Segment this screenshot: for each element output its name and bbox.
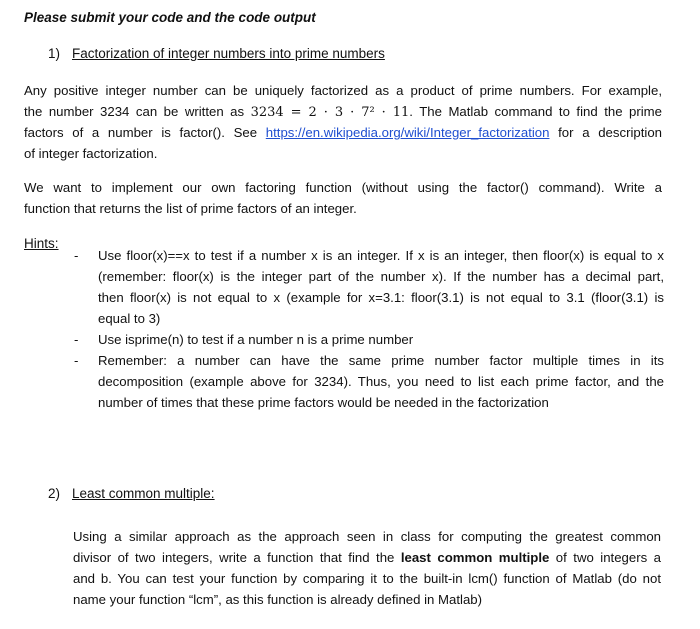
section-2-title: Least common multiple: (72, 486, 215, 501)
bullet-dash: - (74, 248, 79, 263)
section-2-number: 2) (48, 486, 61, 501)
paragraph-line: Using a similar approach as the approach seen in class for computing the greatest common (73, 529, 661, 544)
text-segment: . The Matlab command to find the prime (409, 104, 663, 119)
bullet-dash: - (74, 332, 79, 347)
factorization-intro-paragraph (24, 80, 662, 164)
hint-item (70, 329, 664, 350)
paragraph-line: and b. You can test your function by comparing it to the built-in lcm() function of Matlab (do not (73, 571, 661, 586)
hint-line: decomposition (example above for 3234). Thus, you need to list each prime factor, and the (98, 374, 664, 389)
section-1-title: Factorization of integer numbers into prime numbers (72, 46, 385, 61)
hint-line: number of times that these prime factors would be needed in the factorization (98, 395, 549, 410)
section-1-heading (48, 46, 385, 61)
hint-line: Use floor(x)==x to test if a number x is an integer. If x is an integer, then floor(x) is equal to x (98, 248, 664, 263)
bullet-dash: - (74, 353, 79, 368)
text-segment: the number 3234 can be written as (24, 104, 251, 119)
hint-item (70, 245, 664, 329)
paragraph-line (24, 122, 662, 143)
factorization-equation: 3234 = 2 · 3 · 7² · 11 (250, 105, 410, 120)
paragraph-line: of integer factorization. (24, 146, 158, 161)
text-segment: for a description (549, 125, 662, 140)
wikipedia-link[interactable]: https://en.wikipedia.org/wiki/Integer_factorization (265, 125, 550, 140)
hint-item (70, 350, 664, 413)
hint-line: Remember: a number can have the same prime number factor multiple times in its (98, 353, 664, 368)
hint-line: equal to 3) (98, 311, 161, 326)
paragraph-line (73, 547, 661, 568)
paragraph-line: Any positive integer number can be uniquely factorized as a product of prime numbers. For example, (24, 83, 662, 98)
paragraph-line (24, 101, 662, 122)
hint-line: (remember: floor(x) is the integer part of the number x). If the number has a decimal part, (98, 269, 664, 284)
hints-list (70, 245, 664, 413)
paragraph-line: function that returns the list of prime factors of an integer. (24, 201, 357, 216)
hints-label: Hints: (24, 236, 59, 251)
hint-line: then floor(x) is not equal to x (example for x=3.1: floor(3.1) is not equal to 3.1 (floor(3.1) is (98, 290, 664, 305)
section-1-number: 1) (48, 46, 61, 61)
bold-term: least common multiple (400, 550, 550, 565)
text-segment: factors of a number is factor(). See (24, 125, 266, 140)
paragraph-line: name your function “lcm”, as this function is already defined in Matlab) (73, 592, 483, 607)
lcm-paragraph (73, 526, 661, 610)
page-title: Please submit your code and the code output (24, 10, 316, 25)
section-2-heading (48, 486, 215, 501)
hint-line: Use isprime(n) to test if a number n is a prime number (98, 332, 414, 347)
text-segment: of two integers a (549, 550, 661, 565)
task-paragraph (24, 177, 662, 219)
text-segment: divisor of two integers, write a function that find the (73, 550, 401, 565)
paragraph-line: We want to implement our own factoring function (without using the factor() command). Write a (24, 180, 662, 195)
